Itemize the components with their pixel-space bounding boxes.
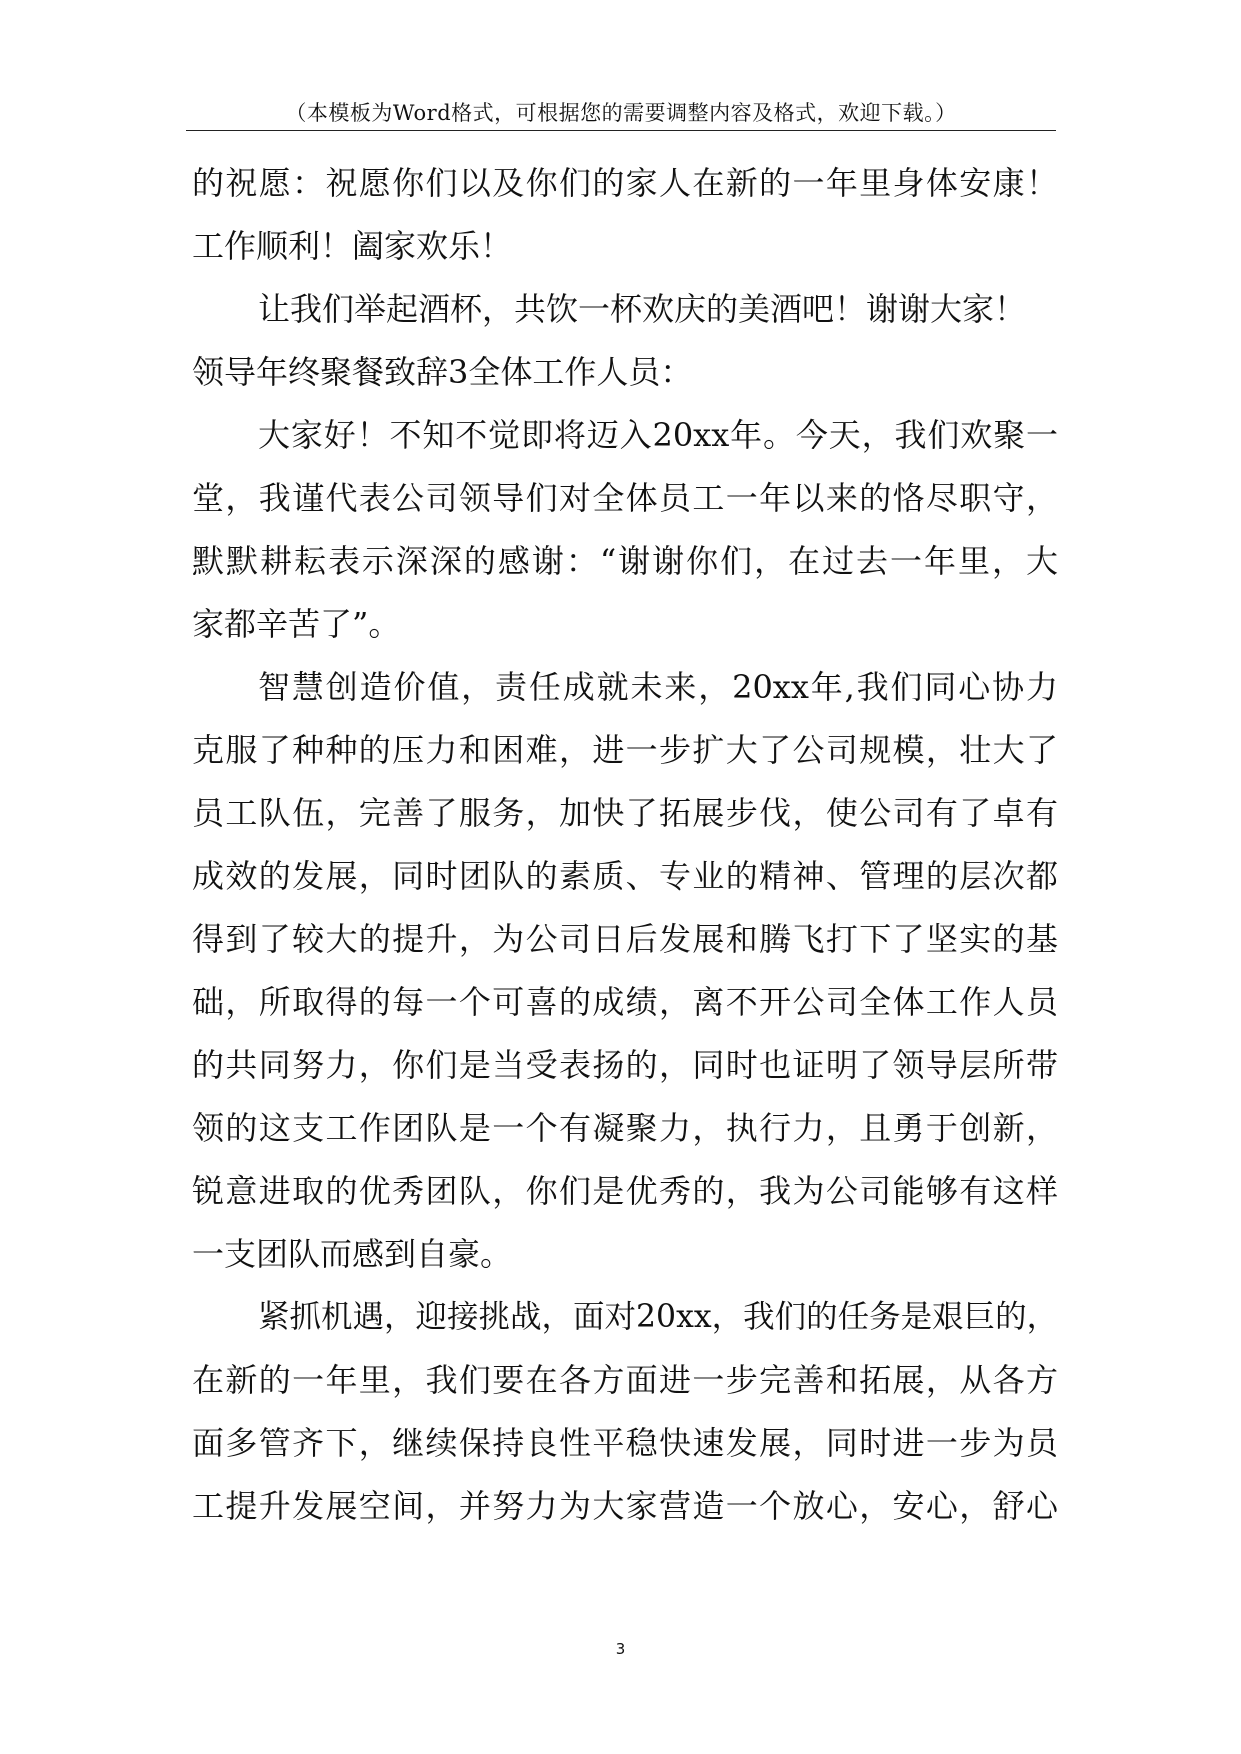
text-line: 一支团队而感到自豪。 (192, 1235, 513, 1273)
text-line: 础，所取得的每一个可喜的成绩，离不开公司全体工作人员 (192, 983, 1058, 1021)
text-line: 家都辛苦了”。 (192, 605, 401, 643)
page-header (186, 98, 1056, 131)
text-line: 让我们举起酒杯，共饮一杯欢庆的美酒吧！谢谢大家！ (258, 290, 1027, 328)
text-line: 面多管齐下，继续保持良性平稳快速发展，同时进一步为员 (192, 1424, 1058, 1462)
page-number: 3 (615, 1640, 626, 1658)
text-line: 的祝愿：祝愿你们以及你们的家人在新的一年里身体安康！ (192, 164, 1058, 202)
text-line: 锐意进取的优秀团队，你们是优秀的，我为公司能够有这样 (192, 1172, 1058, 1210)
text-line: 大家好！不知不觉即将迈入20xx年。今天，我们欢聚一 (258, 416, 1058, 454)
text-line: 领的这支工作团队是一个有凝聚力，执行力，且勇于创新， (192, 1109, 1058, 1147)
text-line: 得到了较大的提升，为公司日后发展和腾飞打下了坚实的基 (192, 920, 1058, 958)
template-notice: （本模板为Word格式，可根据您的需要调整内容及格式，欢迎下载。） (285, 101, 957, 125)
text-line: 紧抓机遇，迎接挑战，面对20xx，我们的任务是艰巨的， (258, 1299, 1059, 1335)
text-line: 在新的一年里，我们要在各方面进一步完善和拓展，从各方 (192, 1361, 1058, 1399)
text-line: 堂，我谨代表公司领导们对全体员工一年以来的恪尽职守， (192, 479, 1058, 517)
text-line: 的共同努力，你们是当受表扬的，同时也证明了领导层所带 (192, 1046, 1058, 1084)
text-line: 领导年终聚餐致辞3全体工作人员： (192, 353, 693, 391)
text-line: 智慧创造价值，责任成就未来，20xx年,我们同心协力 (258, 668, 1058, 706)
text-line: 工提升发展空间，并努力为大家营造一个放心，安心，舒心 (192, 1487, 1058, 1525)
text-line: 员工队伍，完善了服务，加快了拓展步伐，使公司有了卓有 (192, 794, 1058, 832)
text-line: 成效的发展，同时团队的素质、专业的精神、管理的层次都 (192, 857, 1058, 895)
text-line: 工作顺利！阖家欢乐！ (192, 227, 513, 265)
document-body (192, 158, 1058, 1544)
text-line: 默默耕耘表示深深的感谢：“谢谢你们，在过去一年里，大 (192, 542, 1058, 580)
text-line: 克服了种种的压力和困难，进一步扩大了公司规模，壮大了 (192, 731, 1058, 769)
